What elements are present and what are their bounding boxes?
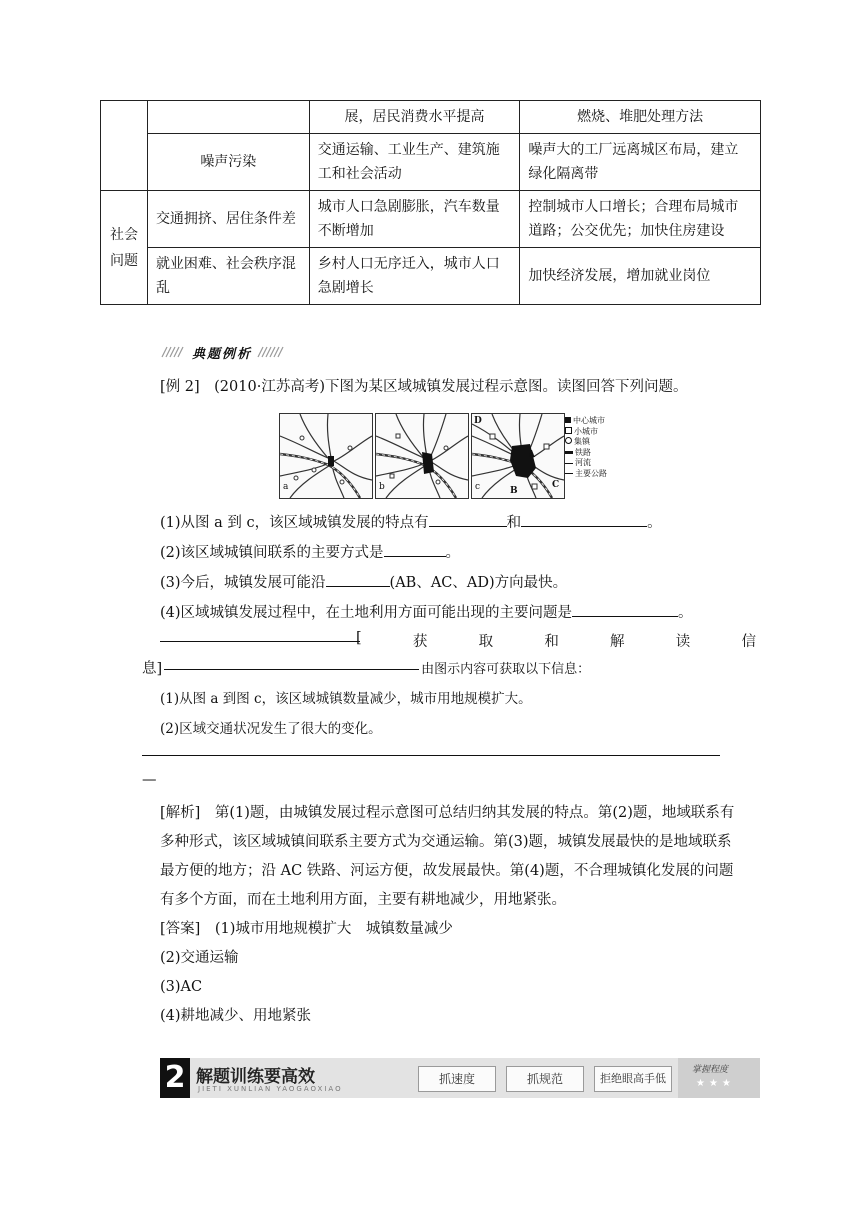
table-cell-measure: 燃烧、堆肥处理方法 xyxy=(520,101,761,134)
map-c-label: c xyxy=(475,482,481,492)
answer-label: [答案] xyxy=(160,921,201,937)
table-cell-cause: 交通运输、工业生产、建筑施工和社会活动 xyxy=(309,134,520,191)
speed-button[interactable]: 抓速度 xyxy=(418,1066,496,1092)
answer-blank xyxy=(384,542,446,557)
legend-item: 中心城市 xyxy=(565,416,625,427)
answer-line: [答案] (1)城市用地规模扩大 城镇数量减少 xyxy=(160,921,453,937)
table-cell-cause: 乡村人口无序迁入，城市人口急剧增长 xyxy=(309,248,520,305)
standard-button[interactable]: 抓规范 xyxy=(506,1066,584,1092)
banner-number: 2 xyxy=(160,1058,190,1098)
map-legend xyxy=(565,416,625,482)
example-intro-start: [例 2] (2010· xyxy=(160,379,262,395)
info-item-1: (1)从图 a 到图 c，该区域城镇数量减少，城市用地规模扩大。 xyxy=(160,691,532,707)
analysis-text: 第(1)题，由城镇发展过程示意图可总结归纳其发展的特点。第(2)题，地域联系有多种形式，该区域城镇间联系主要方式为交通运输。第(3)题，城镇发展最快的是地域联系最方便的地方；沿 AC 铁路、河运方便，故发展最快。第(4)题，不合理城镇化发展的问题有多个方面，而在土地利用方面，主要有耕地减少，用地紧张。 xyxy=(160,805,735,908)
info-header-rule xyxy=(160,641,360,642)
answer-4: (4)耕地减少、用地紧张 xyxy=(160,1008,312,1024)
answer-2: (2)交通运输 xyxy=(160,950,239,966)
table-row xyxy=(101,191,761,248)
practice-button[interactable]: 拒绝眼高手低 xyxy=(594,1066,672,1092)
answer-3: (3)AC xyxy=(160,979,203,995)
map-c xyxy=(471,413,565,499)
map-point-d: D xyxy=(474,416,482,426)
map-a xyxy=(279,413,373,499)
table-cell-group-empty xyxy=(101,101,148,191)
info-header: [ 获 取 和 解 读 信 xyxy=(356,630,756,650)
map-b-figure xyxy=(376,414,468,498)
map-point-a: A xyxy=(528,450,535,460)
question-3: (3)今后，城镇发展可能沿 (AB、AC、AD)方向最快。 xyxy=(160,572,567,593)
divider-tail: — xyxy=(142,772,157,788)
mastery-label: 掌握程度 xyxy=(692,1065,729,1075)
divider-line xyxy=(142,755,720,756)
map-b-label: b xyxy=(379,482,385,492)
practice-banner xyxy=(160,1058,760,1098)
table-cell-type: 噪声污染 xyxy=(147,134,309,191)
answer-blank xyxy=(572,602,678,617)
example-intro xyxy=(160,377,687,397)
answer-blank xyxy=(429,512,507,527)
section-heading-text: 典题例析 xyxy=(192,347,253,362)
answer-blank xyxy=(521,512,647,527)
table-cell-group-label: 社会问题 xyxy=(101,191,148,305)
banner-title: 解题训练要高效 xyxy=(196,1067,315,1087)
answer-blank xyxy=(326,572,390,587)
map-b xyxy=(375,413,469,499)
legend-item: 铁路 xyxy=(565,448,625,459)
question-2: (2)该区域城镇间联系的主要方式是 。 xyxy=(160,542,460,563)
table-cell-cause: 展，居民消费水平提高 xyxy=(309,101,520,134)
table-row xyxy=(101,101,761,134)
legend-item: 主要公路 xyxy=(565,469,625,480)
legend-item: 河流 xyxy=(565,458,625,469)
table-cell-measure: 噪声大的工厂远离城区布局，建立绿化隔离带 xyxy=(520,134,761,191)
section-heading xyxy=(160,343,290,361)
table-cell-cause: 城市人口急剧膨胀，汽车数量不断增加 xyxy=(309,191,520,248)
map-a-label: a xyxy=(283,482,289,492)
map-point-b: B xyxy=(510,486,518,496)
info-item-2: (2)区域交通状况发生了很大的变化。 xyxy=(160,721,382,737)
analysis-paragraph xyxy=(160,799,745,915)
table-cell-measure: 加快经济发展，增加就业岗位 xyxy=(520,248,761,305)
map-point-c: C xyxy=(552,480,560,490)
table-cell-type: 就业困难、社会秩序混乱 xyxy=(147,248,309,305)
map-c-figure xyxy=(472,414,564,498)
question-1: (1)从图 a 到 c，该区域城镇发展的特点有 和 。 xyxy=(160,512,662,533)
banner-pinyin: JIETI XUNLIAN YAOGAOXIAO xyxy=(198,1085,343,1093)
example-source: 江苏高考 xyxy=(261,379,320,395)
mastery-stars-icon: ★★★ xyxy=(696,1078,735,1089)
legend-item: 集镇 xyxy=(565,437,625,448)
info-header-rule2 xyxy=(164,669,419,670)
table-cell-type xyxy=(147,101,309,134)
mastery-box xyxy=(678,1058,760,1098)
info-header-line2: 息] 由图示内容可获取以下信息： xyxy=(142,661,591,677)
table-row xyxy=(101,248,761,305)
table-cell-type: 交通拥挤、居住条件差 xyxy=(147,191,309,248)
table-row xyxy=(101,134,761,191)
table-cell-measure: 控制城市人口增长；合理布局城市道路；公交优先；加快住房建设 xyxy=(520,191,761,248)
analysis-label: [解析] xyxy=(160,805,201,821)
urban-problems-table xyxy=(100,100,761,305)
question-4: (4)区域城镇发展过程中，在土地利用方面可能出现的主要问题是 。 xyxy=(160,602,693,623)
example-intro-rest: )下图为某区域城镇发展过程示意图。读图回答下列问题。 xyxy=(319,379,688,395)
legend-item: 小城市 xyxy=(565,427,625,438)
map-a-figure xyxy=(280,414,372,498)
